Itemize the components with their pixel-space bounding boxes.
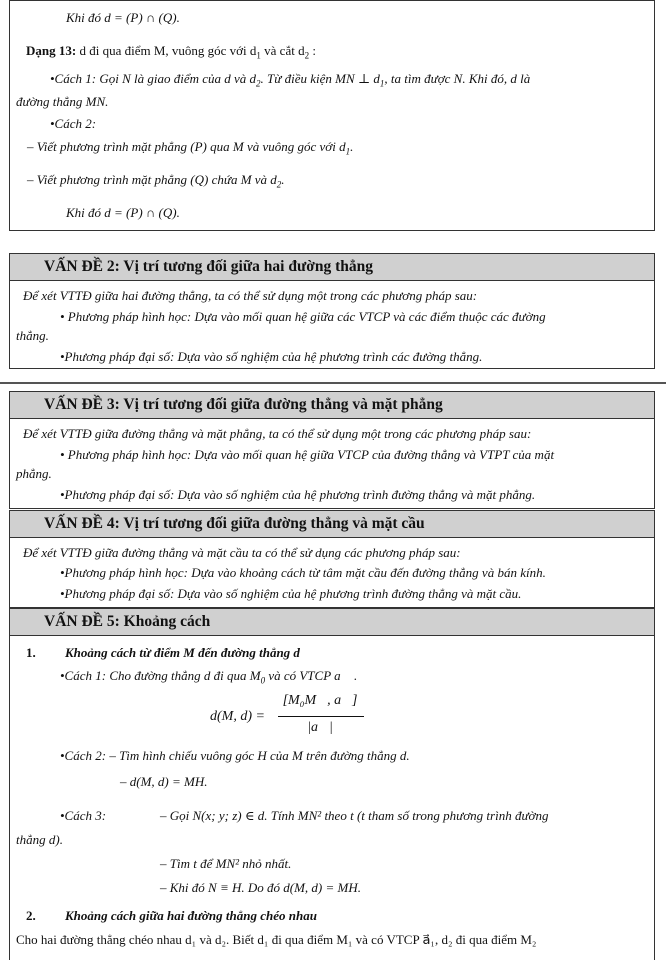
v5-cach3c: – Khi đó N ≡ H. Do đó d(M, d) = MH. bbox=[160, 880, 361, 895]
v5-s2-text: Cho hai đường thẳng chéo nhau d₁ và d₂. Biết d₁ đi qua điểm M₁ và có VTCP a⃗₁, d₂ đi qua điểm M₂ bbox=[16, 932, 537, 947]
v5-cach1 bbox=[60, 667, 357, 690]
v5-cach3b: – Tìm t để MN² nhỏ nhất. bbox=[160, 856, 292, 871]
top-line1: Khi đó d = (P) ∩ (Q). bbox=[66, 10, 180, 25]
v3-method1b: phẳng. bbox=[16, 466, 52, 481]
v5-title: VẤN ĐỀ 5: Khoảng cách bbox=[10, 609, 654, 636]
v2-method1b: thẳng. bbox=[16, 328, 49, 343]
cach1-a: •Cách 1: Gọi N là giao điểm của d và d bbox=[50, 71, 257, 86]
formula-numerator: [M₀M⃗, a⃗] bbox=[282, 693, 358, 708]
v3-title: VẤN ĐỀ 3: Vị trí tương đối giữa đường thẳng và mặt phẳng bbox=[10, 392, 654, 419]
v5-s1-title: Khoảng cách từ điểm M đến đường thẳng d bbox=[65, 645, 300, 660]
v4-intro: Để xét VTTĐ giữa đường thẳng và mặt cầu ta có thể sử dụng các phương pháp sau: bbox=[23, 545, 461, 560]
v4-title: VẤN ĐỀ 4: Vị trí tương đối giữa đường thẳng và mặt cầu bbox=[10, 511, 654, 538]
v3-method2: •Phương pháp đại số: Dựa vào số nghiệm của hệ phương trình đường thẳng và mặt phẳng. bbox=[60, 487, 536, 502]
formula-bar bbox=[278, 716, 364, 717]
v3-intro: Để xét VTTĐ giữa đường thẳng và mặt phẳng, ta có thể sử dụng một trong các phương pháp sau: bbox=[23, 426, 532, 441]
dang13-mid: và cắt d bbox=[260, 43, 305, 58]
cach2-1-end: . bbox=[350, 139, 354, 154]
dang13-sub1: 1 bbox=[256, 50, 261, 61]
dang13-end: : bbox=[309, 43, 316, 58]
dang13-label: Dạng 13: bbox=[26, 43, 77, 58]
cach2-2-end: . bbox=[281, 172, 285, 187]
cach1-line bbox=[50, 70, 530, 93]
divider bbox=[0, 382, 666, 384]
cach2-label: •Cách 2: bbox=[50, 116, 97, 131]
dang13-sub2: 2 bbox=[304, 50, 310, 61]
v2-method2: •Phương pháp đại số: Dựa vào số nghiệm của hệ phương trình các đường thẳng. bbox=[60, 349, 483, 364]
cach2-2-sub: 2 bbox=[276, 179, 282, 190]
cach2-1-text: – Viết phương trình mặt phẳng (P) qua M và vuông góc với d bbox=[27, 139, 346, 154]
dang13-text: d đi qua điểm M, vuông góc với d bbox=[76, 43, 257, 58]
v2-intro: Để xét VTTĐ giữa hai đường thẳng, ta có thể sử dụng một trong các phương pháp sau: bbox=[23, 288, 478, 303]
section-v3 bbox=[9, 391, 655, 509]
v2-title: VẤN ĐỀ 2: Vị trí tương đối giữa hai đường thẳng bbox=[10, 254, 654, 281]
v5-s2-title: Khoảng cách giữa hai đường thẳng chéo nhau bbox=[65, 908, 317, 923]
v5-cach2: •Cách 2: – Tìm hình chiếu vuông góc H của M trên đường thẳng d. bbox=[60, 748, 410, 763]
formula-lhs: d(M, d) = bbox=[210, 709, 265, 724]
v4-method1: •Phương pháp hình học: Dựa vào khoảng cách từ tâm mặt cầu đến đường thẳng và bán kính. bbox=[60, 565, 546, 580]
section-v4 bbox=[9, 510, 655, 608]
cach1-sub2: 1 bbox=[379, 78, 385, 89]
cach1-d: đường thẳng MN. bbox=[16, 94, 109, 109]
section-v5 bbox=[9, 608, 655, 960]
top-line-last: Khi đó d = (P) ∩ (Q). bbox=[66, 205, 180, 220]
v5-cach1-sub: 0 bbox=[260, 675, 266, 686]
cach2-step2 bbox=[27, 171, 285, 194]
section-v2 bbox=[9, 253, 655, 369]
formula-den-vec: a⃗ bbox=[311, 720, 329, 735]
cach1-sub: 2 bbox=[256, 78, 261, 89]
formula-denominator: |a⃗| bbox=[307, 720, 333, 735]
v2-method1a: • Phương pháp hình học: Dựa vào mối quan hệ giữa các VTCP và các điểm thuộc các đường bbox=[60, 309, 546, 324]
v5-cach3a2: thẳng d). bbox=[16, 832, 63, 847]
cach1-b: . Từ điều kiện MN ⊥ d bbox=[260, 71, 380, 86]
v3-method1a: • Phương pháp hình học: Dựa vào mối quan hệ giữa VTCP của đường thẳng và VTPT của mặt bbox=[60, 447, 555, 462]
v5-cach1-end: và có VTCP a⃗ . bbox=[265, 668, 358, 683]
top-section bbox=[9, 0, 655, 231]
v5-cach3a: – Gọi N(x; y; z) ∈ d. Tính MN² theo t (t tham số trong phương trình đường bbox=[160, 808, 549, 823]
cach2-2-text: – Viết phương trình mặt phẳng (Q) chứa M và d bbox=[27, 172, 277, 187]
dang13-heading bbox=[26, 42, 316, 65]
v5-cach2b: – d(M, d) = MH. bbox=[120, 774, 208, 789]
cach1-c: , ta tìm được N. Khi đó, d là bbox=[384, 71, 531, 86]
v5-cach3-label: •Cách 3: bbox=[60, 808, 107, 823]
v5-s1-num: 1. bbox=[26, 645, 36, 660]
v5-cach1-text: •Cách 1: Cho đường thẳng d đi qua M bbox=[60, 668, 261, 683]
cach2-step1 bbox=[27, 138, 353, 161]
v4-method2: •Phương pháp đại số: Dựa vào số nghiệm của hệ phương trình đường thẳng và mặt cầu. bbox=[60, 586, 522, 601]
v5-s2-num: 2. bbox=[26, 908, 36, 923]
cach2-1-sub: 1 bbox=[345, 146, 351, 157]
